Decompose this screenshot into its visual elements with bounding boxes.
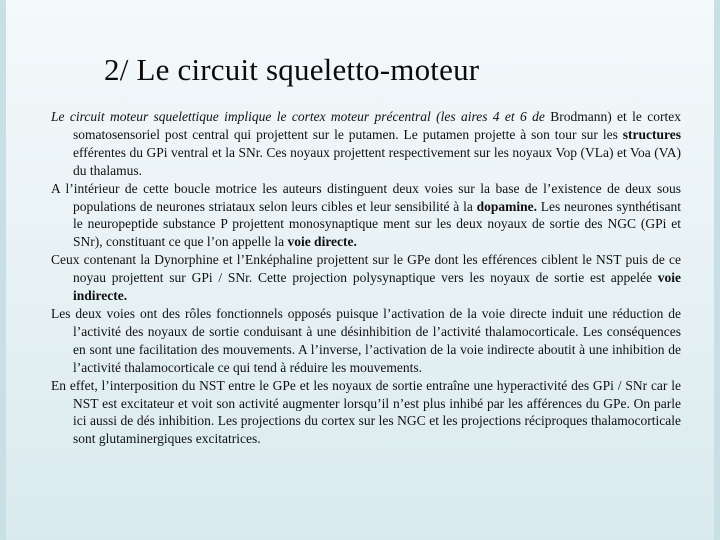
paragraph-text: Ceux contenant la Dynorphine et l’Enképhaline projettent sur le GPe dont les efférences ciblent le NST puis de ce noyau projettent sur GPi / SNr. Cette projection polysynaptique vers les noyaux de sortie est appelée bbox=[51, 252, 681, 286]
paragraph-1 bbox=[51, 108, 681, 180]
slide-body bbox=[51, 108, 681, 448]
italic-intro: Le circuit moteur squelettique implique le cortex moteur précentral (les aires 4 et 6 de bbox=[51, 109, 545, 124]
bold-term: voie indirecte. bbox=[73, 270, 681, 304]
paragraph-text: En effet, l’interposition du NST entre le GPe et les noyaux de sortie entraîne une hyperactivité des GPi / SNr car le NST est excitateur et voit son activité augmenter lorsqu’il n’est plus inhibé par les afférences du GPe. On parle ici aussi de dés inhibition. Les projections du cortex sur les NGC et les projections réciproques thalamocorticale sont glutaminergiques excitatrices. bbox=[51, 377, 681, 447]
paragraph-text: efférentes du GPi ventral et la SNr. Ces noyaux projettent respectivement sur les noyaux Vop (VLa) et Voa (VA) du thalamus. bbox=[73, 144, 681, 178]
paragraph-4 bbox=[51, 305, 681, 377]
bold-term: structures bbox=[622, 126, 681, 142]
bold-term: voie directe. bbox=[287, 234, 357, 250]
paragraph-5 bbox=[51, 377, 681, 449]
paragraph-2 bbox=[51, 180, 681, 252]
paragraph-text: Les deux voies ont des rôles fonctionnels opposés puisque l’activation de la voie directe induit une réduction de l’activité des noyaux de sortie conduisant à une désinhibition de l’activité thalamocorticale. Les conséquences en sont une facilitation des mouvements. A l’inverse, l’activation de la voie indirecte aboutit à une inhibition de l’activité thalamocorticale ce qui tend à réduire les mouvements. bbox=[51, 305, 681, 375]
paragraph-text: Les neurones synthétisant le neuropeptide substance P projettent monosynaptique ment sur les deux noyaux de sortie des NGC (GPi et SNr), constituant ce que l’on appelle la bbox=[73, 198, 681, 250]
bold-term: dopamine. bbox=[476, 198, 537, 214]
slide-title: 2/ Le circuit squeletto-moteur bbox=[104, 52, 480, 87]
paragraph-text: A l’intérieur de cette boucle motrice les auteurs distinguent deux voies sur la base de l’existence de deux sous populations de neurones striataux selon leurs cibles et leur sensibilité à la bbox=[51, 180, 681, 214]
paragraph-3 bbox=[51, 251, 681, 305]
paragraph-text: Brodmann) et le cortex somatosensoriel post central qui projettent sur le putamen. Le putamen projette à son tour sur les bbox=[73, 109, 681, 142]
